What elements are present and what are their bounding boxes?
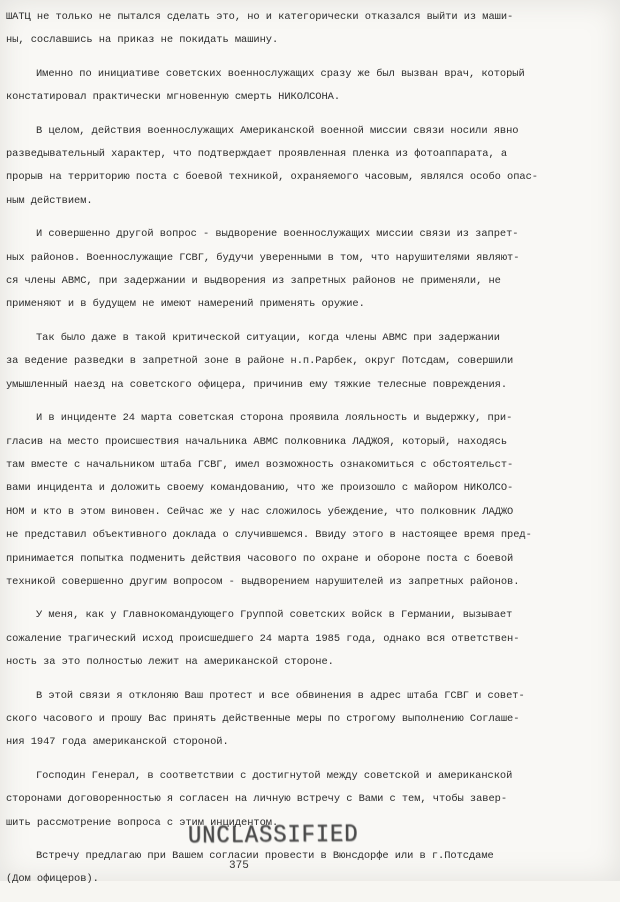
text-line: не представил объективного доклада о случившемся. Ввиду этого в настоящее время пред- — [6, 529, 532, 542]
text-line: сожаление трагический исход происшедшего 24 марта 1985 года, однако вся ответствен- — [6, 632, 520, 645]
paragraph — [6, 685, 610, 755]
document-body — [6, 6, 610, 902]
paragraph — [6, 223, 610, 317]
text-line: прорыв на территорию поста с боевой техникой, охраняемого часовым, являлся особо опас- — [6, 171, 538, 184]
text-line: В этой связи я отклоняю Ваш протест и все обвинения в адрес штаба ГСВГ и совет- — [36, 689, 525, 702]
text-line: вами инцидента и доложить своему командованию, что же произошло с майором НИКОЛСО- — [6, 482, 514, 495]
text-line: В целом, действия военнослужащих Американской военной миссии связи носили явно — [36, 124, 519, 137]
text-line: шить рассмотрение вопроса с этим инцидентом. — [6, 816, 279, 829]
text-line: принимается попытка подменить действия часового по охране и обороне поста с боевой — [6, 552, 514, 565]
text-line: И в инциденте 24 марта советская сторона проявила лояльность и выдержку, при- — [36, 412, 513, 425]
text-line: ным действием. — [6, 194, 93, 207]
text-line: ся члены АВМС, при задержании и выдворения из запретных районов не применяли, не — [6, 275, 501, 288]
text-line: ность за это полностью лежит на американской стороне. — [6, 656, 334, 669]
text-line: У меня, как у Главнокомандующего Группой советских войск в Германии, вызывает — [36, 609, 513, 622]
paragraph — [6, 845, 610, 892]
paragraph — [6, 6, 610, 53]
text-line: Встречу предлагаю при Вашем согласии провести в Вюнсдорфе или в г.Потсдаме — [36, 850, 494, 862]
text-line: разведывательный характер, что подтверждает проявленная пленка из фотоаппарата, а — [6, 148, 508, 161]
text-line: Так было даже в такой критической ситуации, когда члены АВМС при задержании — [36, 331, 500, 344]
text-line: (Дом офицеров). — [6, 873, 99, 886]
text-line: ны, сославшись на приказ не покидать машину. — [6, 34, 279, 47]
page-number: 375 — [229, 860, 249, 872]
text-line: Господин Генерал, в соответствии с достигнутой между советской и американской — [36, 769, 513, 782]
text-line: ния 1947 года американской стороной. — [6, 736, 229, 749]
paragraph — [6, 604, 610, 674]
text-line: техникой совершенно другим вопросом - выдворением нарушителей из запретных районов. — [6, 575, 520, 588]
text-line: там вместе с начальником штаба ГСВГ, имел возможность ознакомиться с обстоятельст- — [6, 458, 514, 471]
text-line: НОМ и кто в этом виновен. Сейчас же у нас сложилось убеждение, что полковник ЛАДЖО — [6, 505, 514, 518]
text-line: сторонами договоренностью я согласен на личную встречу с Вами с тем, чтобы завер- — [6, 793, 508, 806]
text-line: ШАТЦ не только не пытался сделать это, но и категорически отказался выйти из маши- — [6, 11, 514, 23]
unclassified-stamp: UNCLASSIFIED — [187, 820, 359, 851]
paragraph — [6, 63, 610, 110]
text-line: гласив на место происшествия начальника АВМС полковника ЛАДЖОЯ, который, находясь — [6, 435, 508, 448]
text-line: Именно по инициативе советских военнослужащих сразу же был вызван врач, который — [36, 67, 525, 80]
text-line: констатировал практически мгновенную смерть НИКОЛСОНА. — [6, 91, 341, 104]
text-line: И совершенно другой вопрос - выдворение военнослужащих миссии связи из запрет- — [36, 228, 519, 241]
text-line: применяют и в будущем не имеют намерений применять оружие. — [6, 298, 365, 311]
paragraph — [6, 120, 610, 214]
text-line: умышленный наезд на советского офицера, причинив ему тяжкие телесные повреждения. — [6, 378, 508, 391]
paragraph — [6, 327, 610, 397]
text-line: ского часового и прошу Вас принять действенные меры по строгому выполнению Соглаше- — [6, 712, 520, 725]
text-line: за ведение разведки в запретной зоне в районе н.п.Рарбек, округ Потсдам, совершили — [6, 355, 514, 368]
paragraph — [6, 407, 610, 594]
text-line: ных районов. Военнослужащие ГСВГ, будучи уверенными в том, что нарушителями являют- — [6, 251, 520, 264]
